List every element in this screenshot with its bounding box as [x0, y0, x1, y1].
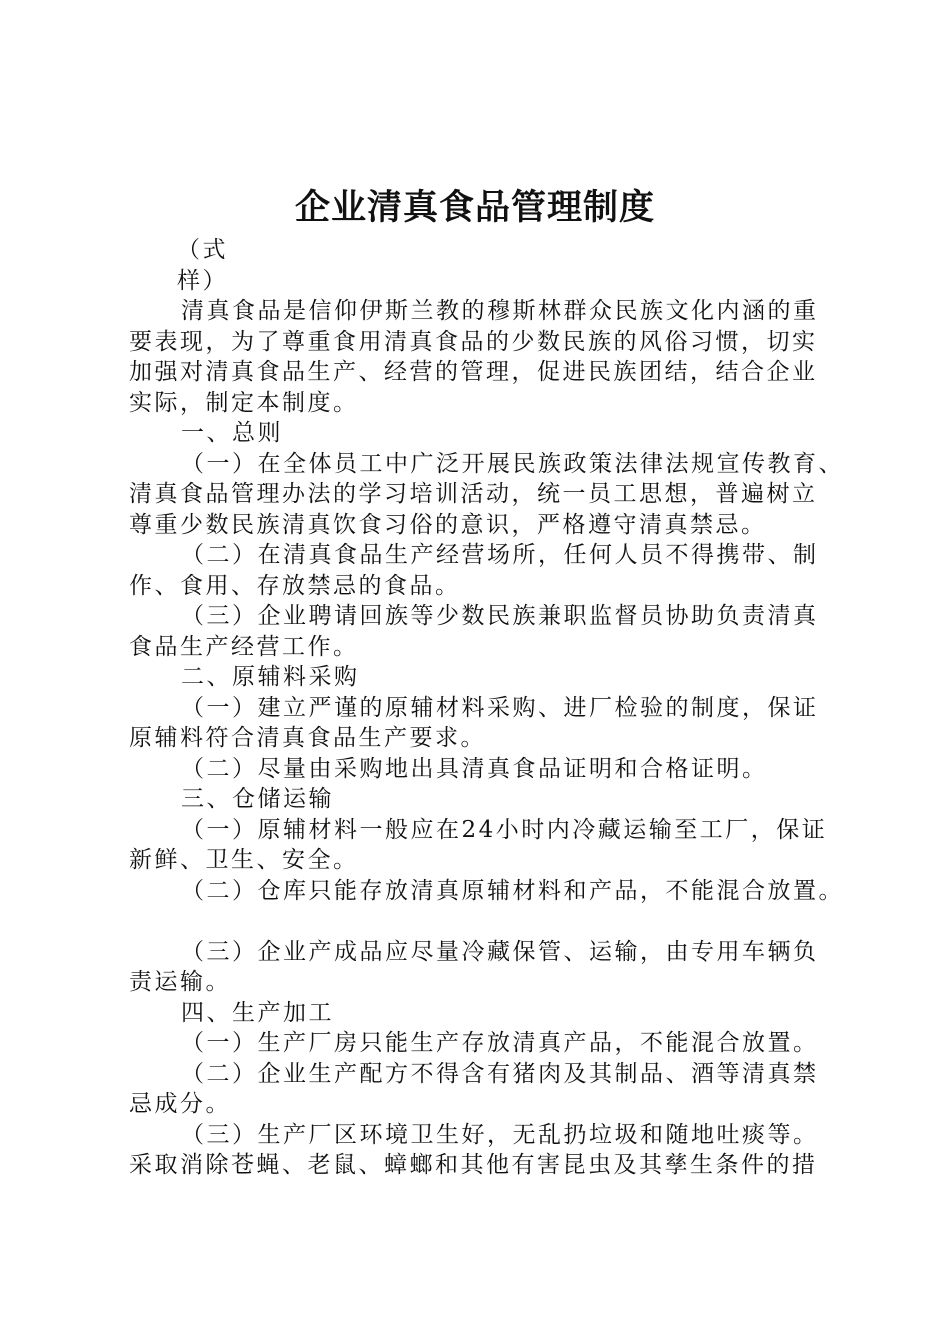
paragraph-line: 四、生产加工: [181, 999, 334, 1026]
paragraph-line: （二）尽量由采购地出具清真食品证明和合格证明。: [181, 755, 768, 782]
paragraph-line: 加强对清真食品生产、经营的管理，促进民族团结，结合企业: [129, 359, 818, 385]
paragraph-line: 实际，制定本制度。: [129, 389, 359, 416]
paragraph-line: （三）企业聘请回族等少数民族兼职监督员协助负责清真: [181, 603, 819, 629]
paragraph-line: （一）原辅材料一般应在24小时内冷藏运输至工厂，保证: [181, 816, 828, 843]
paragraph-line: [129, 906, 849, 937]
paragraph-line: 三、仓储运输: [181, 786, 334, 812]
paragraph-line: 忌成分。: [129, 1091, 231, 1117]
paragraph-line: （二）仓库只能存放清真原辅材料和产品，不能混合放置。: [181, 877, 844, 904]
document-body: [129, 235, 849, 1181]
paragraph-line: （二）在清真食品生产经营场所，任何人员不得携带、制: [181, 542, 819, 568]
paragraph-line: （三）生产厂区环境卫生好，无乱扔垃圾和随地吐痰等。: [181, 1121, 819, 1148]
paragraph-line: 清真食品管理办法的学习培训活动，统一员工思想，普遍树立: [129, 481, 818, 507]
paragraph-line: 食品生产经营工作。: [129, 633, 359, 660]
paragraph-line: 一、总则: [181, 420, 283, 446]
format-note-line-2: 样）: [177, 267, 228, 294]
paragraph-line: 新鲜、卫生、安全。: [129, 847, 359, 873]
paragraph-line: （二）企业生产配方不得含有猪肉及其制品、酒等清真禁: [181, 1060, 819, 1087]
format-note-line-1: （式: [177, 237, 228, 263]
paragraph-line: 原辅料符合清真食品生产要求。: [129, 725, 486, 751]
paragraph-line: （一）生产厂房只能生产存放清真产品，不能混合放置。: [181, 1030, 819, 1056]
paragraph-line: （三）企业产成品应尽量冷藏保管、运输，由专用车辆负: [181, 938, 819, 965]
paragraph-line: 责运输。: [129, 969, 231, 995]
paragraph-line: 作、食用、存放禁忌的食品。: [129, 572, 461, 599]
paragraph-line: （一）在全体员工中广泛开展民族政策法律法规宣传教育、: [181, 450, 844, 477]
paragraph-line: 尊重少数民族清真饮食习俗的意识，严格遵守清真禁忌。: [129, 511, 767, 538]
paragraph-line: 要表现，为了尊重食用清真食品的少数民族的风俗习惯，切实: [129, 328, 818, 355]
paragraph-line: （一）建立严谨的原辅材料采购、进厂检验的制度，保证: [181, 694, 819, 721]
document-title: 企业清真食品管理制度: [294, 187, 655, 228]
paragraph-line: 清真食品是信仰伊斯兰教的穆斯林群众民族文化内涵的重: [181, 298, 819, 324]
paragraph-line: 采取消除苍蝇、老鼠、蟑螂和其他有害昆虫及其孳生条件的措: [129, 1152, 818, 1178]
paragraph-line: 二、原辅料采购: [181, 664, 360, 690]
